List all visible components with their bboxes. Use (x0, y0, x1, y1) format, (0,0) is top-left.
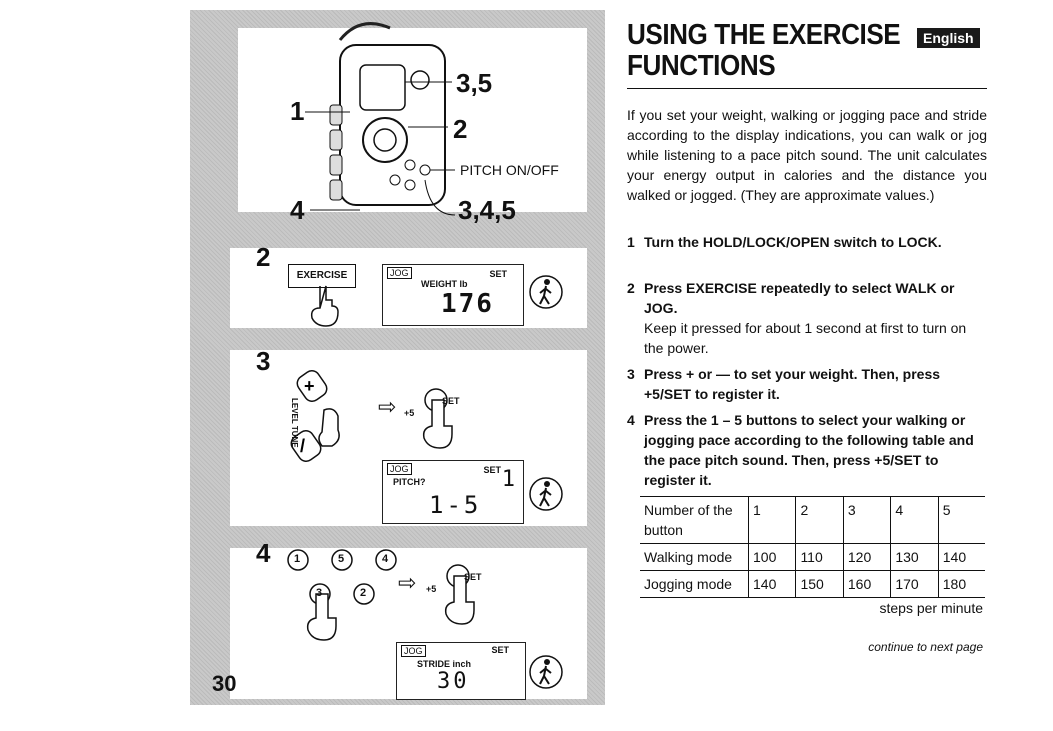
instruction-step-4 (627, 410, 987, 490)
lcd-set-indicator: SET (489, 269, 507, 279)
plus5-label: +5 (404, 408, 415, 418)
continue-note: continue to next page (868, 640, 983, 654)
instruction-step-1 (627, 232, 987, 252)
cassette-player-illustration (190, 10, 605, 232)
illustration-column (190, 10, 605, 705)
page-title: USING THE EXERCISE FUNCTIONS (627, 19, 901, 82)
page-number: 30 (212, 671, 237, 696)
table-header-label: Number of the button (640, 497, 749, 544)
intro-paragraph: If you set your weight, walking or jogging pace and stride according to the display indications, you can walk or jog while listening to a pace pitch sound. The unit calculates your energy output in calories and the distance you walked or jogged. (They are approximate values.) (627, 107, 987, 203)
step-number: 3 (256, 346, 271, 376)
table-cell: 110 (796, 544, 843, 571)
lcd-value: 1-5 (429, 491, 482, 519)
step-number: 2 (256, 242, 271, 272)
button-label-1: 1 (294, 553, 301, 565)
arrow-right-icon: ⇨ (398, 570, 417, 595)
step-num: 3 (627, 366, 635, 382)
step-head: Press + or — to set your weight. Then, press +5/SET to register it. (644, 366, 941, 402)
exercise-button-drawing: EXERCISE (288, 264, 356, 288)
table-row (640, 544, 985, 571)
table-cell: 140 (938, 544, 985, 571)
pace-table (640, 496, 985, 598)
lcd-mode: JOG (387, 267, 412, 279)
callout-3-4-5: 3,4,5 (458, 195, 516, 225)
step-num: 2 (627, 280, 635, 296)
step-head: Press the 1 – 5 buttons to select your walking or jogging pace according to the following table and the pace pitch sound. Then, press +5/SET to register it. (644, 412, 974, 488)
lcd-pitch-label: PITCH? (393, 477, 426, 487)
instruction-step-2 (627, 278, 987, 358)
pitch-on-off-label: PITCH ON/OFF (460, 162, 559, 178)
device-overview-panel (190, 10, 605, 232)
lcd-set-indicator: SET (483, 465, 501, 475)
language-badge: English (917, 28, 980, 48)
callout-4: 4 (290, 195, 305, 225)
callout-2: 2 (453, 114, 468, 144)
table-row (640, 571, 985, 598)
lcd-mode: JOG (401, 645, 426, 657)
lcd-mode: JOG (387, 463, 412, 475)
table-cell: 130 (891, 544, 938, 571)
button-label-2: 3 (316, 587, 323, 599)
step-2-panel (190, 234, 605, 334)
lcd-display (382, 264, 524, 326)
walker-icon (528, 474, 564, 514)
table-header-cell: 5 (938, 497, 985, 544)
lcd-stride-label: STRIDE inch (417, 659, 472, 669)
callout-1: 1 (290, 96, 305, 126)
button-label-5: 4 (382, 553, 389, 565)
number-buttons-drawing (282, 544, 412, 644)
table-header-cell: 3 (843, 497, 890, 544)
lcd-value: 30 (437, 669, 470, 694)
button-label-4: 2 (360, 587, 367, 599)
table-cell: 160 (843, 571, 890, 598)
table-header-cell: 2 (796, 497, 843, 544)
table-cell: 150 (796, 571, 843, 598)
step-number: 4 (256, 538, 271, 568)
table-cell: 100 (749, 544, 796, 571)
row-label: Walking mode (640, 544, 749, 571)
lcd-display (396, 642, 526, 700)
unit-note: steps per minute (879, 600, 983, 616)
arrow-right-icon: ⇨ (378, 394, 397, 419)
step-num: 1 (627, 234, 635, 250)
instruction-step-3 (627, 364, 987, 404)
set-label: SET (464, 572, 482, 582)
button-label-3: 5 (338, 553, 345, 565)
lcd-value: 176 (441, 289, 494, 319)
row-label: Jogging mode (640, 571, 749, 598)
table-header-cell: 4 (891, 497, 938, 544)
set-label: SET (442, 396, 460, 406)
lcd-set-indicator: SET (491, 645, 509, 655)
step-head: Press EXERCISE repeatedly to select WALK or JOG. (644, 280, 955, 316)
level-tune-label: LEVEL TUNE (290, 398, 299, 448)
walker-icon (528, 272, 564, 312)
plus5-label: +5 (426, 584, 437, 594)
lcd-display (382, 460, 524, 524)
lcd-weight-label: WEIGHT lb (421, 279, 468, 289)
table-cell: 170 (891, 571, 938, 598)
table-cell: 180 (938, 571, 985, 598)
step-head: Turn the HOLD/LOCK/OPEN switch to LOCK. (644, 234, 942, 250)
pointing-hand-icon (306, 284, 346, 328)
title-rule (627, 88, 987, 89)
walker-icon (528, 652, 564, 692)
lcd-digit: 1 (501, 467, 515, 492)
table-cell: 120 (843, 544, 890, 571)
table-header-row (640, 497, 985, 544)
table-header-cell: 1 (749, 497, 796, 544)
callout-3-5: 3,5 (456, 68, 493, 98)
svg-text:+: + (304, 376, 315, 396)
table-cell: 140 (749, 571, 796, 598)
svg-text:/: / (300, 436, 306, 456)
step-num: 4 (627, 412, 635, 428)
step-3-panel (190, 336, 605, 532)
step-note: Keep it pressed for about 1 second at first to turn on the power. (644, 320, 967, 356)
step-4-panel (190, 534, 605, 705)
